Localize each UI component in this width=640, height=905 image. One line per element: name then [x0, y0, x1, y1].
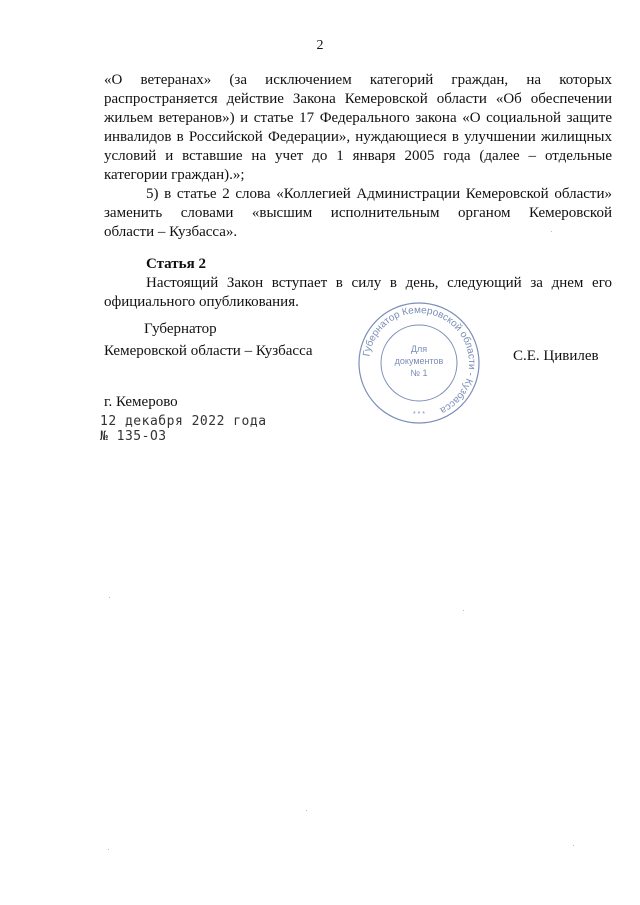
scan-speck [109, 597, 110, 598]
scan-speck [306, 810, 307, 811]
body-line: 5) в статье 2 слова «Коллегией Администрации Кемеровской области» [146, 186, 612, 202]
body-line: жильем ветеранов») и статье 17 Федерального закона «О социальной защите [104, 110, 612, 126]
body-line: заменить словами «высшим исполнительным органом Кемеровской [104, 205, 612, 221]
scan-speck [108, 849, 109, 850]
seal-center-line1: Для [410, 344, 428, 354]
body-line: «О ветеранах» (за исключением категорий граждан, на которых [104, 72, 612, 88]
signatory-name: С.Е. Цивилев [513, 348, 599, 364]
signing-date: 12 декабря 2022 года [100, 414, 267, 429]
seal-center-line2: документов [394, 356, 444, 366]
body-line: инвалидов в Российской Федерации», нуждающиеся в улучшении жилищных [104, 129, 612, 145]
scan-speck [551, 231, 552, 232]
body-line: условий и вставшие на учет до 1 января 2005 года (далее – отдельные [104, 148, 612, 164]
article-line: Настоящий Закон вступает в силу в день, следующий за днем его [146, 275, 612, 291]
body-line: распространяется действие Закона Кемеровской области «Об обеспечении [104, 91, 612, 107]
scan-speck [573, 845, 574, 846]
signatory-title-line1: Губернатор [144, 321, 217, 337]
article-heading: Статья 2 [146, 256, 206, 272]
seal-ring-text: Губернатор Кемеровской области - Кузбасса [361, 304, 478, 416]
signatory-title-line2: Кемеровской области – Кузбасса [104, 343, 313, 359]
body-line: области – Кузбасса». [104, 224, 238, 240]
place-of-signing: г. Кемерово [104, 394, 178, 410]
law-number: № 135-ОЗ [100, 429, 167, 444]
seal-stars: * * * [412, 411, 426, 418]
seal-center-line3: № 1 [410, 368, 428, 378]
official-seal [356, 300, 482, 426]
page-number: 2 [316, 38, 324, 53]
article-line: официального опубликования. [104, 294, 299, 310]
scan-speck [463, 610, 464, 611]
body-line: категории граждан).»; [104, 167, 245, 183]
